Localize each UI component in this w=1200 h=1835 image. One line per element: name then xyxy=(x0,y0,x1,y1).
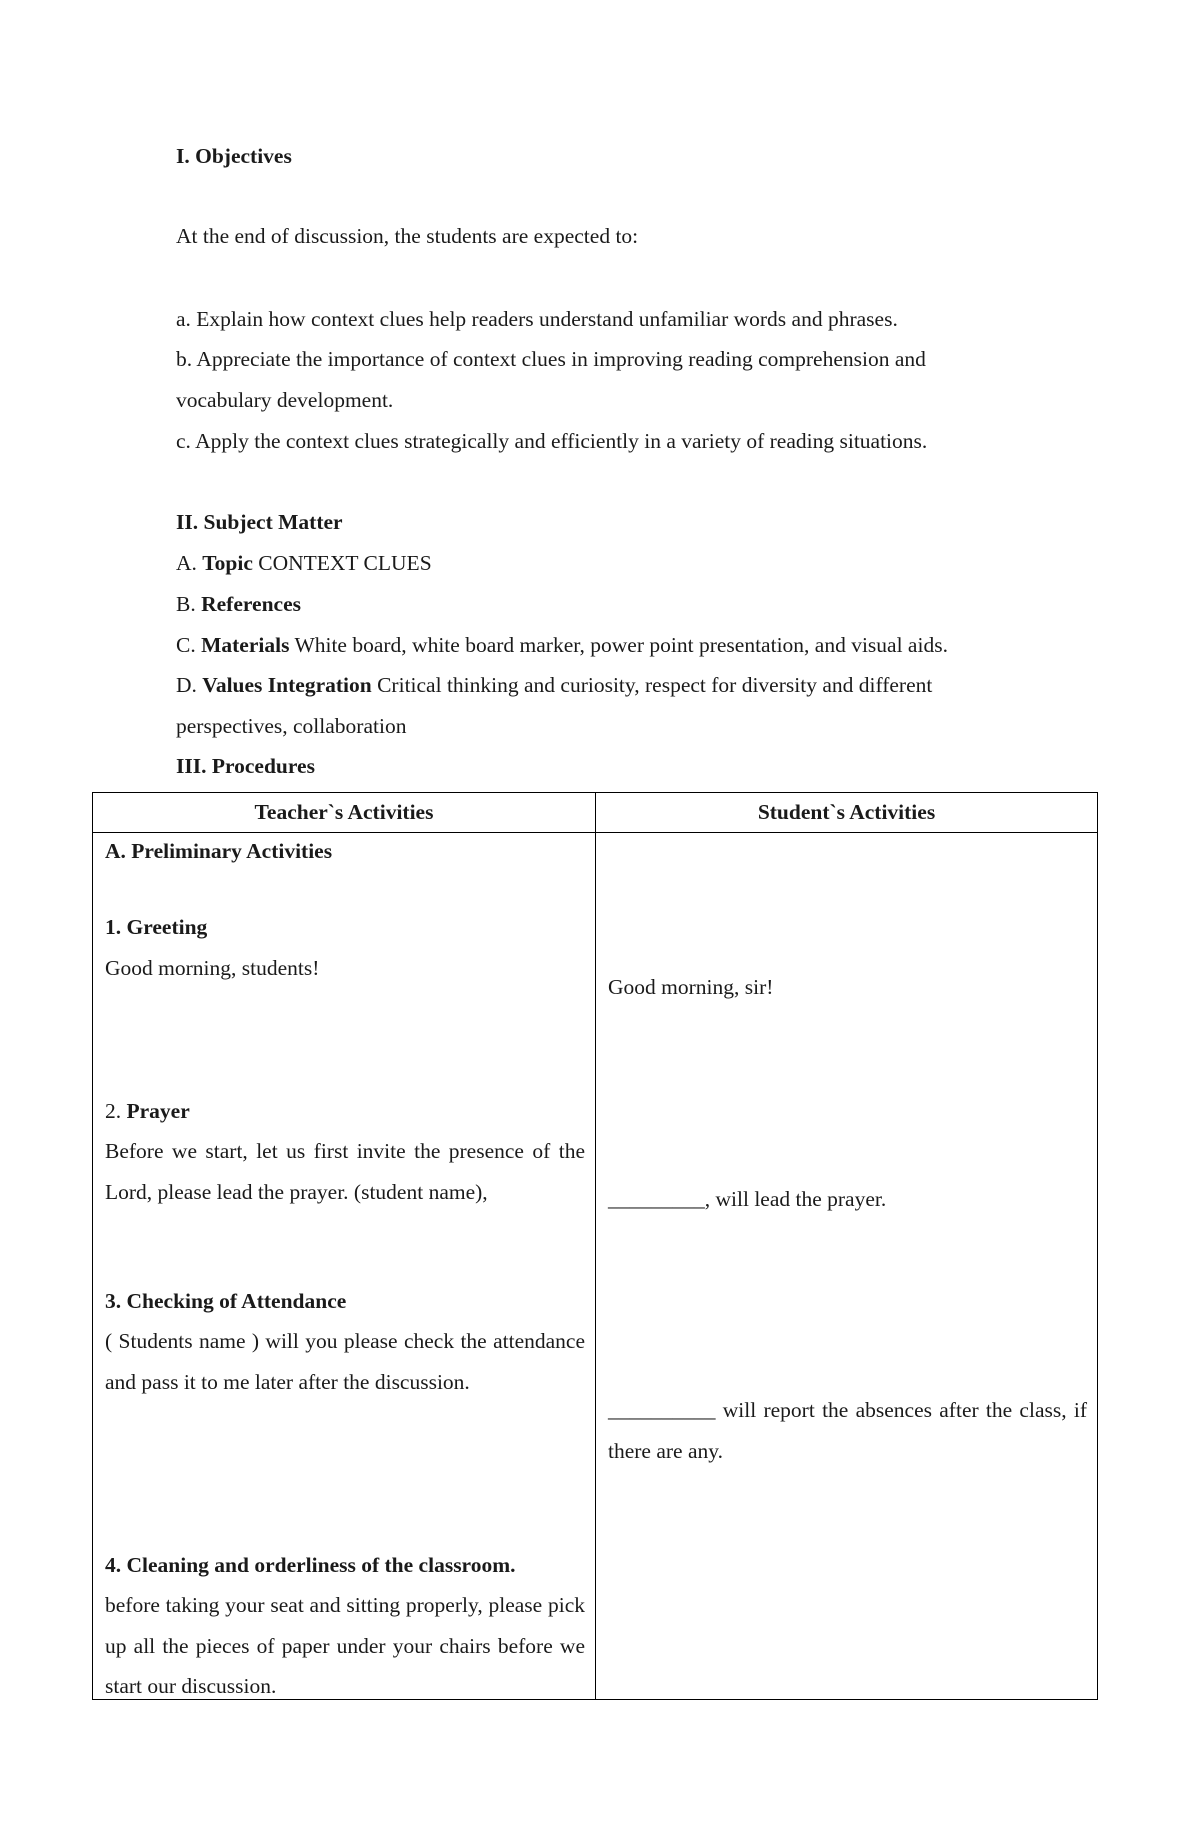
objective-item-c: c. Apply the context clues strategically and efficiently in a variety of reading situations. xyxy=(176,429,928,453)
greeting-teacher-text: Good morning, students! xyxy=(105,956,320,980)
subject-topic: A. Topic CONTEXT CLUES xyxy=(176,551,432,575)
student-activities-header: Student`s Activities xyxy=(596,793,1098,833)
attendance-student-response: __________ will report the absences after the class, if there are any. xyxy=(608,1398,1087,1463)
objectives-heading: I. Objectives xyxy=(176,144,292,168)
objectives-intro: At the end of discussion, the students are expected to: xyxy=(176,224,639,248)
subject-matter-heading: II. Subject Matter xyxy=(176,510,343,534)
student-activities-cell xyxy=(596,833,1098,1700)
objective-item-a: a. Explain how context clues help readers understand unfamiliar words and phrases. xyxy=(176,307,898,331)
subject-materials: C. Materials White board, white board marker, power point presentation, and visual aids. xyxy=(176,633,948,657)
procedures-heading: III. Procedures xyxy=(176,754,315,778)
prayer-teacher-text: Before we start, let us first invite the presence of the Lord, please lead the prayer. (student name), xyxy=(105,1139,585,1204)
objective-item-b: b. Appreciate the importance of context clues in improving reading comprehension and xyxy=(176,347,926,371)
greeting-title: 1. Greeting xyxy=(105,915,208,939)
attendance-teacher-text: ( Students name ) will you please check the attendance and pass it to me later after the discussion. xyxy=(105,1329,585,1394)
objective-item-b-cont: vocabulary development. xyxy=(176,388,394,412)
table-header-row xyxy=(93,793,1098,833)
subject-values-cont: perspectives, collaboration xyxy=(176,714,407,738)
prayer-title: 2. Prayer xyxy=(105,1099,190,1123)
cleaning-title: 4. Cleaning and orderliness of the classroom. xyxy=(105,1553,516,1577)
subject-values: D. Values Integration Critical thinking and curiosity, respect for diversity and different xyxy=(176,673,933,697)
greeting-student-response: Good morning, sir! xyxy=(608,975,774,999)
teacher-activities-cell xyxy=(93,833,596,1700)
attendance-title: 3. Checking of Attendance xyxy=(105,1289,347,1313)
cleaning-teacher-text: before taking your seat and sitting properly, please pick up all the pieces of paper under your chairs before we start our discussion. xyxy=(105,1593,585,1698)
subject-references: B. References xyxy=(176,592,301,616)
teacher-activities-header: Teacher`s Activities xyxy=(93,793,596,833)
preliminary-activities-title: A. Preliminary Activities xyxy=(105,839,333,863)
table-row xyxy=(93,833,1098,1700)
procedures-table xyxy=(92,792,1098,1700)
prayer-student-response: _________, will lead the prayer. xyxy=(608,1187,887,1211)
